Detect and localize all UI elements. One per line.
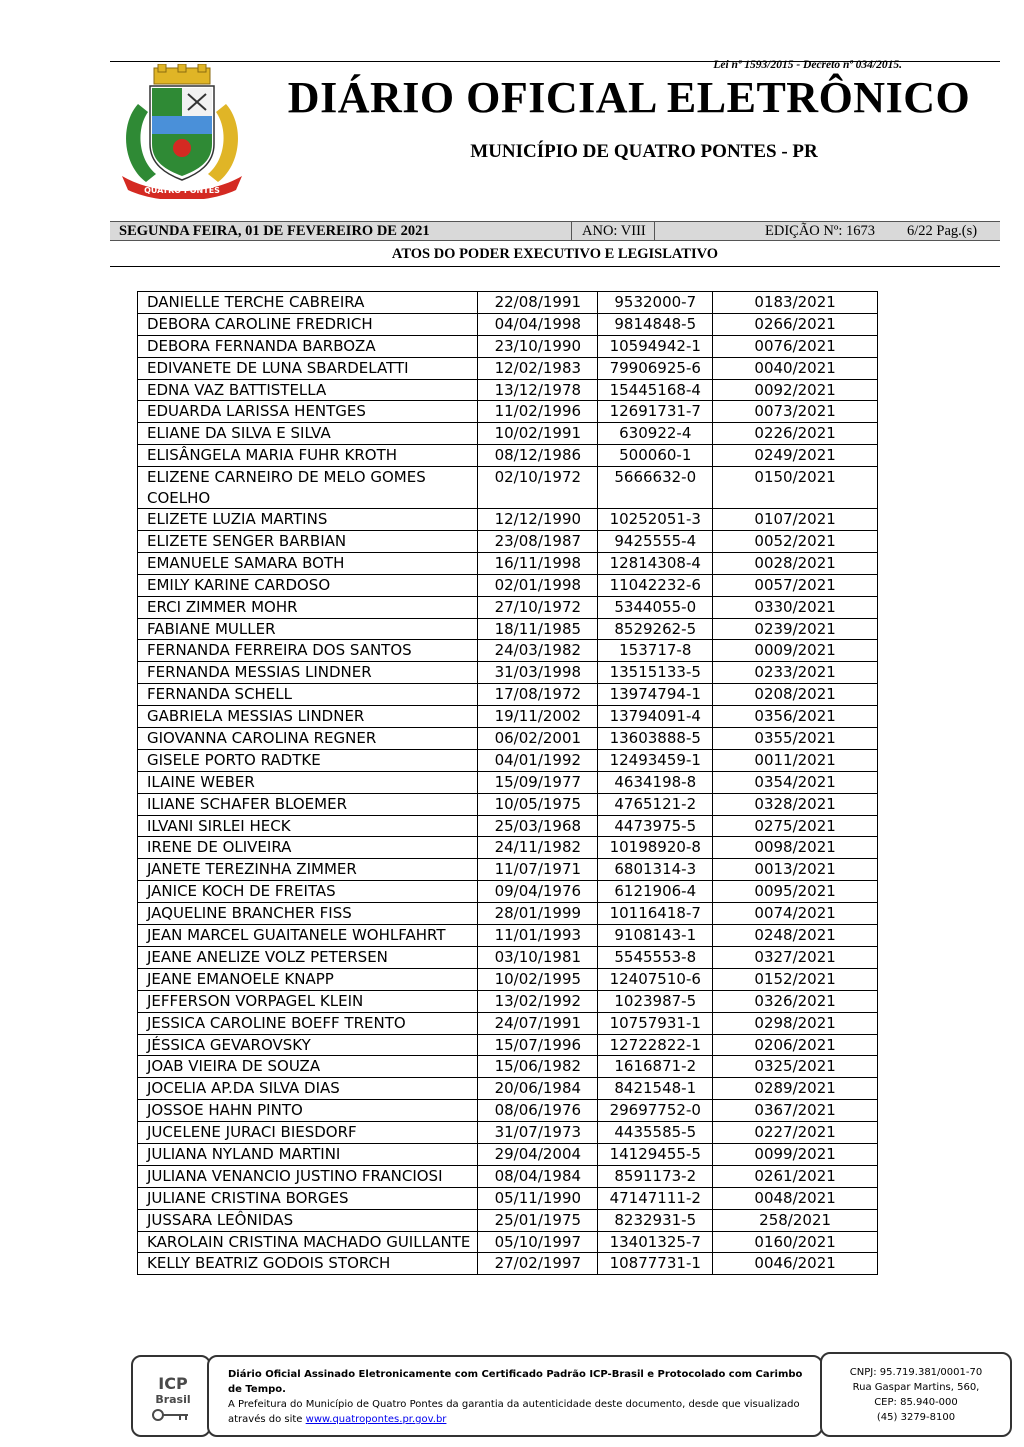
table-row <box>138 662 878 684</box>
cell-date: 22/08/1991 <box>478 292 598 314</box>
cell-number: 0048/2021 <box>713 1187 878 1209</box>
table-row <box>138 379 878 401</box>
cell-rg: 10757931-1 <box>598 1012 713 1034</box>
cell-date: 12/12/1990 <box>478 509 598 531</box>
cell-rg: 12814308-4 <box>598 552 713 574</box>
cell-rg: 4634198-8 <box>598 771 713 793</box>
cell-name: DANIELLE TERCHE CABREIRA <box>138 292 478 314</box>
cell-name: JANICE KOCH DE FREITAS <box>138 881 478 903</box>
table-row <box>138 423 878 445</box>
table-row <box>138 531 878 553</box>
cell-name: JEAN MARCEL GUAITANELE WOHLFAHRT <box>138 925 478 947</box>
cell-number: 0325/2021 <box>713 1056 878 1078</box>
cell-rg: 153717-8 <box>598 640 713 662</box>
certification-line-1: Diário Oficial Assinado Eletronicamente com Certificado Padrão ICP-Brasil e Protocolado com Carimbo de Tempo. <box>228 1369 803 1395</box>
cell-rg: 5344055-0 <box>598 596 713 618</box>
cell-date: 19/11/2002 <box>478 706 598 728</box>
law-reference: Lei nº 1593/2015 - Decreto nº 034/2015. <box>713 59 902 71</box>
cell-number: 0107/2021 <box>713 509 878 531</box>
cell-number: 0040/2021 <box>713 357 878 379</box>
cell-number: 0160/2021 <box>713 1231 878 1253</box>
cell-rg: 6801314-3 <box>598 859 713 881</box>
cell-number: 0073/2021 <box>713 401 878 423</box>
cell-name: JOAB VIEIRA DE SOUZA <box>138 1056 478 1078</box>
cell-number: 0275/2021 <box>713 815 878 837</box>
table-row <box>138 749 878 771</box>
table-row <box>138 1253 878 1275</box>
roster-table-body <box>138 292 878 1275</box>
cell-date: 04/04/1998 <box>478 313 598 335</box>
cell-rg: 9425555-4 <box>598 531 713 553</box>
cell-rg: 10594942-1 <box>598 335 713 357</box>
table-row <box>138 509 878 531</box>
table-row <box>138 903 878 925</box>
cell-date: 13/02/1992 <box>478 990 598 1012</box>
cell-date: 18/11/1985 <box>478 618 598 640</box>
cell-date: 27/10/1972 <box>478 596 598 618</box>
cell-rg: 13401325-7 <box>598 1231 713 1253</box>
cell-name: ILVANI SIRLEI HECK <box>138 815 478 837</box>
cell-date: 05/10/1997 <box>478 1231 598 1253</box>
cell-rg: 6121906-4 <box>598 881 713 903</box>
table-row <box>138 1231 878 1253</box>
table-row <box>138 881 878 903</box>
cell-rg: 8421548-1 <box>598 1078 713 1100</box>
cell-number: 0152/2021 <box>713 968 878 990</box>
cell-date: 06/02/2001 <box>478 728 598 750</box>
cell-name: ILAINE WEBER <box>138 771 478 793</box>
certification-line-3: através do site <box>228 1414 306 1425</box>
cell-number: 0099/2021 <box>713 1143 878 1165</box>
cell-rg: 15445168-4 <box>598 379 713 401</box>
cell-date: 17/08/1972 <box>478 684 598 706</box>
cell-name: JÉSSICA GEVAROVSKY <box>138 1034 478 1056</box>
cell-date: 20/06/1984 <box>478 1078 598 1100</box>
cell-rg: 8591173-2 <box>598 1165 713 1187</box>
cell-name: ELIZENE CARNEIRO DE MELO GOMES COELHO <box>138 467 478 509</box>
edition-info-bar <box>110 221 1000 241</box>
cell-name: FERNANDA SCHELL <box>138 684 478 706</box>
cell-date: 27/02/1997 <box>478 1253 598 1275</box>
cell-date: 02/10/1972 <box>478 467 598 509</box>
cell-date: 24/07/1991 <box>478 1012 598 1034</box>
cell-date: 10/02/1991 <box>478 423 598 445</box>
section-rule <box>110 266 1000 267</box>
cell-name: DEBORA CAROLINE FREDRICH <box>138 313 478 335</box>
cell-date: 10/05/1975 <box>478 793 598 815</box>
table-row <box>138 728 878 750</box>
cell-name: EDUARDA LARISSA HENTGES <box>138 401 478 423</box>
table-row <box>138 640 878 662</box>
cell-number: 0327/2021 <box>713 946 878 968</box>
cell-number: 258/2021 <box>713 1209 878 1231</box>
table-row <box>138 815 878 837</box>
cell-number: 0354/2021 <box>713 771 878 793</box>
cell-rg: 12691731-7 <box>598 401 713 423</box>
cell-rg: 12493459-1 <box>598 749 713 771</box>
cell-date: 10/02/1995 <box>478 968 598 990</box>
cell-date: 31/03/1998 <box>478 662 598 684</box>
cell-name: KELLY BEATRIZ GODOIS STORCH <box>138 1253 478 1275</box>
icp-brasil-badge <box>131 1355 211 1437</box>
cell-rg: 12722822-1 <box>598 1034 713 1056</box>
cell-number: 0052/2021 <box>713 531 878 553</box>
table-row <box>138 618 878 640</box>
cell-name: GABRIELA MESSIAS LINDNER <box>138 706 478 728</box>
cell-name: FABIANE MULLER <box>138 618 478 640</box>
cell-rg: 500060-1 <box>598 445 713 467</box>
table-row <box>138 793 878 815</box>
roster-table <box>137 291 878 1275</box>
cell-date: 13/12/1978 <box>478 379 598 401</box>
edition-date: SEGUNDA FEIRA, 01 DE FEVEREIRO DE 2021 <box>119 223 430 239</box>
cell-name: JUSSARA LEÔNIDAS <box>138 1209 478 1231</box>
cell-rg: 14129455-5 <box>598 1143 713 1165</box>
table-row <box>138 292 878 314</box>
info-divider <box>571 222 572 240</box>
table-row <box>138 968 878 990</box>
cell-name: KAROLAIN CRISTINA MACHADO GUILLANTE <box>138 1231 478 1253</box>
page-count: 6/22 Pag.(s) <box>907 223 978 239</box>
table-row <box>138 1187 878 1209</box>
cell-name: GISELE PORTO RADTKE <box>138 749 478 771</box>
cell-rg: 630922-4 <box>598 423 713 445</box>
cell-name: FERNANDA FERREIRA DOS SANTOS <box>138 640 478 662</box>
cell-rg: 9532000-7 <box>598 292 713 314</box>
table-row <box>138 1078 878 1100</box>
table-row <box>138 990 878 1012</box>
cell-rg: 79906925-6 <box>598 357 713 379</box>
svg-text:ICP: ICP <box>158 1374 188 1393</box>
table-row <box>138 706 878 728</box>
cell-date: 11/07/1971 <box>478 859 598 881</box>
address-text <box>822 1365 1010 1425</box>
cell-date: 16/11/1998 <box>478 552 598 574</box>
cell-number: 0249/2021 <box>713 445 878 467</box>
cell-date: 05/11/1990 <box>478 1187 598 1209</box>
cell-number: 0206/2021 <box>713 1034 878 1056</box>
cell-date: 29/04/2004 <box>478 1143 598 1165</box>
cell-rg: 13794091-4 <box>598 706 713 728</box>
cell-number: 0355/2021 <box>713 728 878 750</box>
municipal-crest-icon <box>116 64 248 199</box>
cell-rg: 47147111-2 <box>598 1187 713 1209</box>
cell-name: FERNANDA MESSIAS LINDNER <box>138 662 478 684</box>
cell-date: 15/06/1982 <box>478 1056 598 1078</box>
cell-name: JESSICA CAROLINE BOEFF TRENTO <box>138 1012 478 1034</box>
cell-date: 25/01/1975 <box>478 1209 598 1231</box>
cell-date: 24/11/1982 <box>478 837 598 859</box>
cell-date: 03/10/1981 <box>478 946 598 968</box>
cell-name: EDIVANETE DE LUNA SBARDELATTI <box>138 357 478 379</box>
cell-number: 0098/2021 <box>713 837 878 859</box>
table-row <box>138 401 878 423</box>
cell-number: 0328/2021 <box>713 793 878 815</box>
edition-year: ANO: VIII <box>582 223 646 239</box>
icp-brasil-logo-icon <box>148 1369 198 1427</box>
cell-name: EMILY KARINE CARDOSO <box>138 574 478 596</box>
table-row <box>138 574 878 596</box>
cell-date: 02/01/1998 <box>478 574 598 596</box>
cell-number: 0233/2021 <box>713 662 878 684</box>
cell-number: 0028/2021 <box>713 552 878 574</box>
cell-date: 11/02/1996 <box>478 401 598 423</box>
cell-rg: 11042232-6 <box>598 574 713 596</box>
cell-number: 0092/2021 <box>713 379 878 401</box>
cell-name: JEFFERSON VORPAGEL KLEIN <box>138 990 478 1012</box>
table-row <box>138 837 878 859</box>
info-divider <box>654 222 655 240</box>
cell-number: 0330/2021 <box>713 596 878 618</box>
cell-name: JEANE ANELIZE VOLZ PETERSEN <box>138 946 478 968</box>
cell-date: 28/01/1999 <box>478 903 598 925</box>
cell-name: ELIZETE SENGER BARBIAN <box>138 531 478 553</box>
cell-date: 15/07/1996 <box>478 1034 598 1056</box>
cell-date: 12/02/1983 <box>478 357 598 379</box>
address-box <box>820 1352 1012 1437</box>
cell-name: IRENE DE OLIVEIRA <box>138 837 478 859</box>
cell-number: 0266/2021 <box>713 313 878 335</box>
cell-rg: 9108143-1 <box>598 925 713 947</box>
cell-rg: 4765121-2 <box>598 793 713 815</box>
cell-name: JANETE TEREZINHA ZIMMER <box>138 859 478 881</box>
table-row <box>138 771 878 793</box>
cell-number: 0013/2021 <box>713 859 878 881</box>
svg-text:Brasil: Brasil <box>155 1393 191 1406</box>
cell-number: 0239/2021 <box>713 618 878 640</box>
page-title: DIÁRIO OFICIAL ELETRÔNICO <box>287 73 971 122</box>
cell-rg: 10252051-3 <box>598 509 713 531</box>
cell-date: 31/07/1973 <box>478 1122 598 1144</box>
cell-name: ILIANE SCHAFER BLOEMER <box>138 793 478 815</box>
table-row <box>138 596 878 618</box>
cell-number: 0367/2021 <box>713 1100 878 1122</box>
cell-name: GIOVANNA CAROLINA REGNER <box>138 728 478 750</box>
cell-number: 0183/2021 <box>713 292 878 314</box>
cell-date: 11/01/1993 <box>478 925 598 947</box>
cell-rg: 29697752-0 <box>598 1100 713 1122</box>
cell-rg: 5545553-8 <box>598 946 713 968</box>
svg-text:QUATRO PONTES: QUATRO PONTES <box>144 186 220 195</box>
cell-number: 0248/2021 <box>713 925 878 947</box>
table-row <box>138 335 878 357</box>
cell-name: JOCELIA AP.DA SILVA DIAS <box>138 1078 478 1100</box>
table-row <box>138 445 878 467</box>
cell-name: JULIANA VENANCIO JUSTINO FRANCIOSI <box>138 1165 478 1187</box>
cell-rg: 4435585-5 <box>598 1122 713 1144</box>
table-row <box>138 1100 878 1122</box>
cell-date: 24/03/1982 <box>478 640 598 662</box>
cell-date: 23/08/1987 <box>478 531 598 553</box>
cell-rg: 10877731-1 <box>598 1253 713 1275</box>
certification-text <box>228 1367 818 1427</box>
cell-name: ELISÂNGELA MARIA FUHR KROTH <box>138 445 478 467</box>
table-row <box>138 1143 878 1165</box>
cell-date: 09/04/1976 <box>478 881 598 903</box>
cell-rg: 5666632-0 <box>598 467 713 509</box>
cell-date: 08/12/1986 <box>478 445 598 467</box>
cell-name: DEBORA FERNANDA BARBOZA <box>138 335 478 357</box>
table-row <box>138 467 878 509</box>
cell-name: EDNA VAZ BATTISTELLA <box>138 379 478 401</box>
cell-name: JULIANA NYLAND MARTINI <box>138 1143 478 1165</box>
cell-date: 23/10/1990 <box>478 335 598 357</box>
cell-name: JUCELENE JURACI BIESDORF <box>138 1122 478 1144</box>
street-address: Rua Gaspar Martins, 560, <box>852 1382 980 1393</box>
site-link[interactable]: www.quatropontes.pr.gov.br <box>305 1414 447 1425</box>
cell-date: 04/01/1992 <box>478 749 598 771</box>
cell-rg: 13603888-5 <box>598 728 713 750</box>
cell-number: 0289/2021 <box>713 1078 878 1100</box>
cell-name: ERCI ZIMMER MOHR <box>138 596 478 618</box>
cell-name: JAQUELINE BRANCHER FISS <box>138 903 478 925</box>
cell-number: 0046/2021 <box>713 1253 878 1275</box>
cell-number: 0227/2021 <box>713 1122 878 1144</box>
phone-number: (45) 3279-8100 <box>876 1412 956 1423</box>
cell-date: 08/06/1976 <box>478 1100 598 1122</box>
cell-number: 0326/2021 <box>713 990 878 1012</box>
cell-rg: 9814848-5 <box>598 313 713 335</box>
table-row <box>138 1122 878 1144</box>
table-row <box>138 946 878 968</box>
cell-rg: 4473975-5 <box>598 815 713 837</box>
cell-number: 0150/2021 <box>713 467 878 509</box>
cell-date: 25/03/1968 <box>478 815 598 837</box>
cell-number: 0074/2021 <box>713 903 878 925</box>
table-row <box>138 1034 878 1056</box>
edition-number: EDIÇÃO Nº: 1673 <box>765 223 876 239</box>
municipality-subtitle: MUNICÍPIO DE QUATRO PONTES - PR <box>470 141 818 162</box>
cell-number: 0011/2021 <box>713 749 878 771</box>
cell-number: 0226/2021 <box>713 423 878 445</box>
cell-number: 0208/2021 <box>713 684 878 706</box>
cell-number: 0356/2021 <box>713 706 878 728</box>
cell-date: 15/09/1977 <box>478 771 598 793</box>
table-row <box>138 1056 878 1078</box>
cell-rg: 12407510-6 <box>598 968 713 990</box>
cell-number: 0057/2021 <box>713 574 878 596</box>
cell-number: 0009/2021 <box>713 640 878 662</box>
cell-rg: 13515133-5 <box>598 662 713 684</box>
table-row <box>138 1209 878 1231</box>
table-row <box>138 313 878 335</box>
table-row <box>138 684 878 706</box>
cell-rg: 13974794-1 <box>598 684 713 706</box>
cell-name: ELIANE DA SILVA E SILVA <box>138 423 478 445</box>
cell-name: EMANUELE SAMARA BOTH <box>138 552 478 574</box>
table-row <box>138 552 878 574</box>
cell-number: 0261/2021 <box>713 1165 878 1187</box>
cell-rg: 1616871-2 <box>598 1056 713 1078</box>
cell-number: 0095/2021 <box>713 881 878 903</box>
cell-rg: 10198920-8 <box>598 837 713 859</box>
certification-line-2: A Prefeitura do Município de Quatro Pontes da garantia da autenticidade deste documento, desde que visualizado <box>228 1399 800 1410</box>
postal-code: CEP: 85.940-000 <box>874 1397 958 1408</box>
cell-date: 08/04/1984 <box>478 1165 598 1187</box>
section-title: ATOS DO PODER EXECUTIVO E LEGISLATIVO <box>391 246 719 262</box>
cell-name: ELIZETE LUZIA MARTINS <box>138 509 478 531</box>
cell-name: JOSSOE HAHN PINTO <box>138 1100 478 1122</box>
cell-rg: 1023987-5 <box>598 990 713 1012</box>
table-row <box>138 1165 878 1187</box>
cell-number: 0076/2021 <box>713 335 878 357</box>
table-row <box>138 1012 878 1034</box>
table-row <box>138 925 878 947</box>
table-row <box>138 357 878 379</box>
cell-rg: 8529262-5 <box>598 618 713 640</box>
cell-name: JEANE EMANOELE KNAPP <box>138 968 478 990</box>
cell-rg: 10116418-7 <box>598 903 713 925</box>
cell-name: JULIANE CRISTINA BORGES <box>138 1187 478 1209</box>
certification-notice <box>207 1355 823 1437</box>
cnpj: CNPJ: 95.719.381/0001-70 <box>849 1367 983 1378</box>
table-row <box>138 859 878 881</box>
cell-rg: 8232931-5 <box>598 1209 713 1231</box>
cell-number: 0298/2021 <box>713 1012 878 1034</box>
